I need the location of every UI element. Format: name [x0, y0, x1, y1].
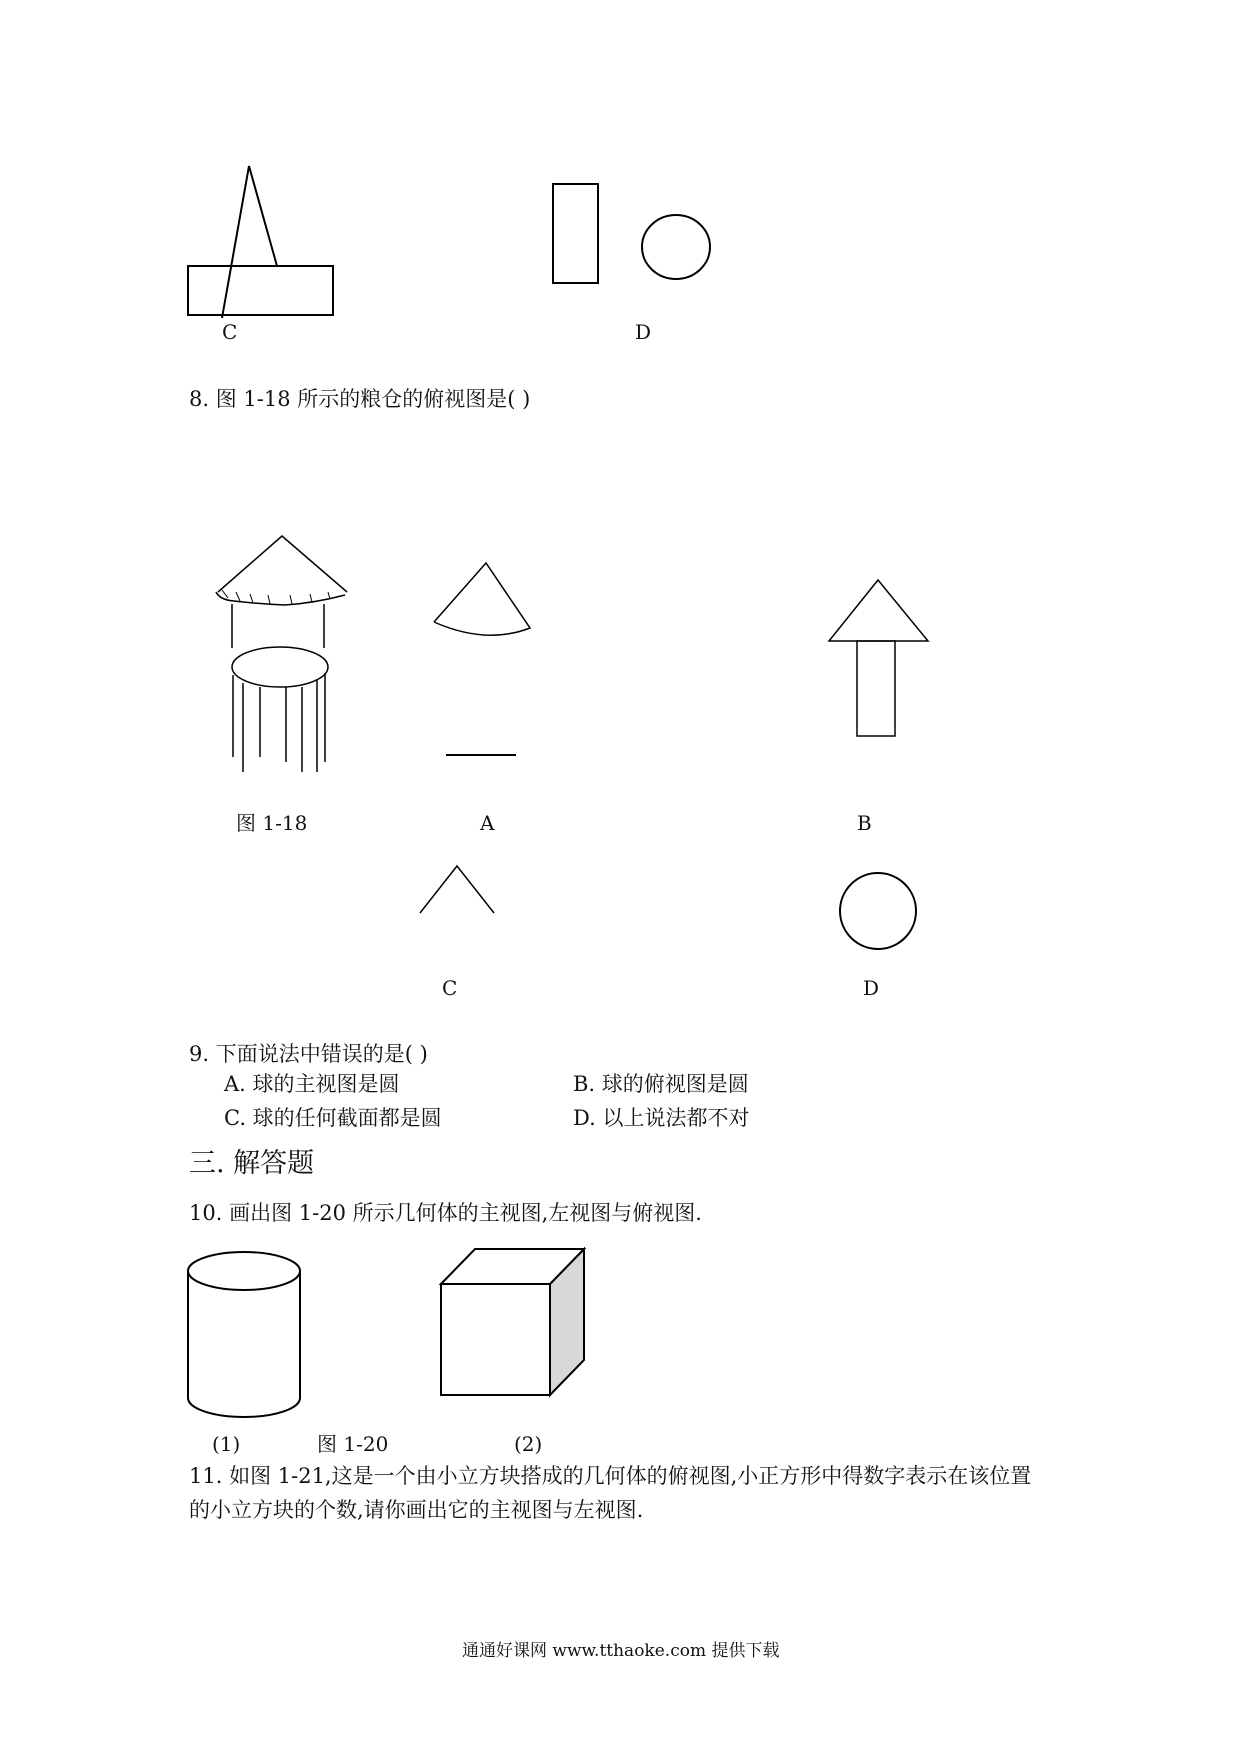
figure-1-18-label: 图 1-18: [236, 811, 308, 835]
q8-option-b-label: B: [857, 811, 872, 835]
section-3-title: 三. 解答题: [189, 1148, 315, 1179]
q9-option-a: A. 球的主视图是圆: [224, 1072, 400, 1096]
q9-option-d: D. 以上说法都不对: [573, 1106, 750, 1130]
option-d-label: D: [635, 320, 652, 344]
question-8-text: 8. 图 1-18 所示的粮仓的俯视图是( ): [189, 387, 531, 411]
q9-option-c: C. 球的任何截面都是圆: [224, 1106, 442, 1130]
q8-option-d-label: D: [863, 976, 880, 1000]
question-11-line-2: 的小立方块的个数,请你画出它的主视图与左视图.: [189, 1498, 644, 1522]
q8-option-a-label: A: [480, 811, 495, 835]
question-10-text: 10. 画出图 1-20 所示几何体的主视图,左视图与俯视图.: [189, 1201, 702, 1225]
page-footer: 通通好课网 www.tthaoke.com 提供下载: [462, 1641, 780, 1661]
figure-1-20-label-1: (1): [212, 1432, 241, 1456]
question-9-text: 9. 下面说法中错误的是( ): [189, 1042, 428, 1066]
question-11-line-1: 11. 如图 1-21,这是一个由小立方块搭成的几何体的俯视图,小正方形中得数字表示在该位置: [189, 1464, 1032, 1488]
figure-1-20-label-2: (2): [514, 1432, 543, 1456]
option-c-label: C: [222, 320, 238, 344]
cube-figure: [0, 0, 1, 1]
q9-option-b: B. 球的俯视图是圆: [573, 1072, 749, 1096]
q8-option-c-label: C: [442, 976, 458, 1000]
figure-1-20-label: 图 1-20: [317, 1432, 389, 1456]
